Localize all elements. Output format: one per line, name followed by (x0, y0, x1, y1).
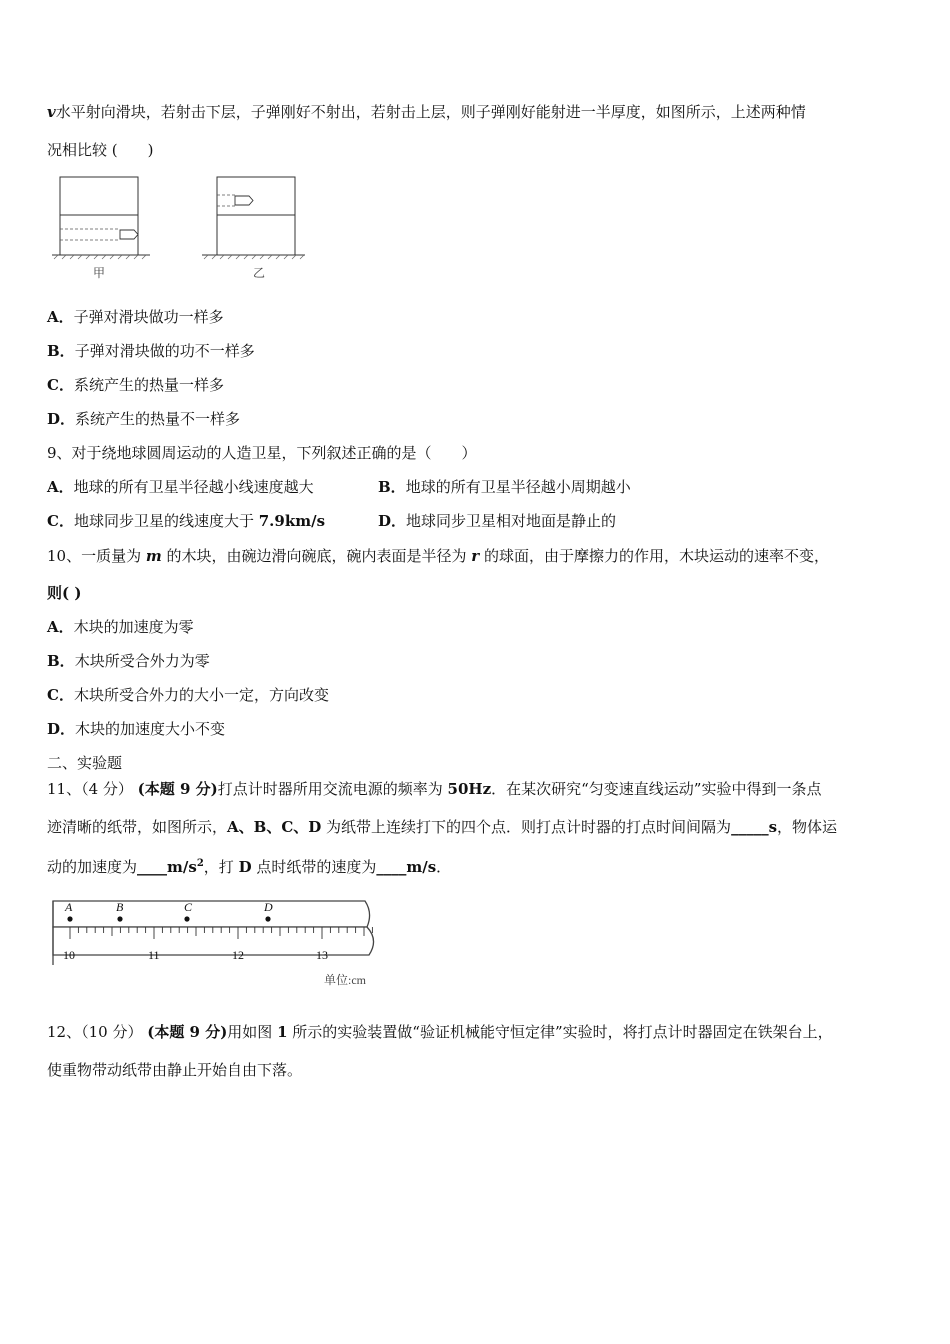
q11-text: 点时纸带的速度为 (251, 858, 377, 876)
radius-symbol: r (471, 547, 480, 565)
option-text: 木块的加速度大小不变 (75, 720, 226, 738)
q10-text-a: 10、一质量为 (47, 547, 146, 565)
q11-text: ，打 (203, 858, 239, 876)
q11-text: ，物体运 (777, 818, 838, 836)
q10-option-c (47, 685, 329, 705)
option-key: A． (47, 478, 74, 496)
q9-stem-text: 9、对于绕地球圆周运动的人造卫星，下列叙述正确的是（ ） (47, 444, 477, 462)
option-key: B． (47, 342, 75, 360)
option-text: 子弹对滑块做的功不一样多 (74, 342, 255, 360)
mass-symbol: m (145, 547, 162, 565)
q11-text: 动的加速度为 (47, 858, 138, 876)
option-key: B． (378, 478, 406, 496)
q11-text: 为纸带上连续打下的四个点．则打点计时器的打点时间间隔为 (321, 818, 732, 836)
q9-option-a (47, 477, 314, 497)
q9-option-b (378, 477, 631, 497)
q11-text: ．在某次研究“匀变速直线运动”实验中得到一条点 (491, 780, 822, 798)
option-text: 系统产生的热量不一样多 (75, 410, 241, 428)
intro-text-2: 况相比较 ( ) (47, 141, 154, 159)
option-key: C． (47, 686, 74, 704)
intro-line-2 (47, 140, 153, 160)
q8-option-c (47, 375, 224, 395)
q9-option-d (378, 511, 616, 531)
q12-score: (本题 9 分) (147, 1023, 228, 1041)
option-text: 木块所受合外力为零 (74, 652, 210, 670)
q12-text: 使重物带动纸带由静止开始自由下落。 (47, 1061, 303, 1079)
q9-option-c (47, 511, 325, 531)
q11-text: ． (436, 858, 452, 876)
q10-option-a (47, 617, 194, 637)
q10-text-2: 则( ) (47, 584, 82, 602)
q12-number: 12、（10 分） (47, 1023, 148, 1041)
q12-line-1 (47, 1022, 833, 1042)
option-text: 地球的所有卫星半径越小周期越小 (405, 478, 631, 496)
tape-dot-d (265, 916, 270, 921)
bullet-block-figure (50, 172, 310, 282)
ruler-unit: 单位:cm (324, 973, 366, 987)
option-key: B． (47, 652, 75, 670)
point-labels: A、B、C、D (227, 818, 322, 836)
q11-score: (本题 9 分) (137, 780, 218, 798)
q10-text-b: 的木块，由碗边滑向碗底，碗内表面是半径为 (161, 547, 472, 565)
option-key: C． (47, 512, 74, 530)
answer-blank: ____m/s (376, 858, 437, 876)
superscript: 2 (196, 858, 204, 869)
q12-text: 用如图 (227, 1023, 278, 1041)
answer-blank: _____s (731, 818, 778, 836)
point-label: D (238, 858, 252, 876)
intro-line-1 (47, 102, 806, 122)
figure-label-yi: 乙 (253, 266, 266, 280)
q10-stem-1 (47, 546, 829, 566)
frequency-value: 50Hz (447, 780, 492, 798)
section-title: 二、实验题 (47, 754, 123, 772)
option-text: 地球同步卫星相对地面是静止的 (406, 512, 617, 530)
tape-label-d: D (264, 900, 273, 914)
intro-text-1: 水平射向滑块，若射击下层，子弹刚好不射出，若射击上层，则子弹刚好能射进一半厚度，如图所示，上述两种情 (55, 103, 806, 121)
option-key: A． (47, 618, 74, 636)
figure-label-jia: 甲 (93, 266, 106, 280)
q9-stem (47, 443, 477, 463)
q11-text: 迹清晰的纸带，如图所示， (47, 818, 228, 836)
q11-line-2 (47, 817, 837, 837)
q10-text-c: 的球面，由于摩擦力的作用，木块运动的速率不变， (479, 547, 829, 565)
option-text: 地球的所有卫星半径越小线速度越大 (73, 478, 314, 496)
ruler-tick-13: 13 (316, 948, 328, 962)
ruler-tick-11: 11 (148, 948, 160, 962)
q8-option-d (47, 409, 240, 429)
q8-option-a (47, 307, 224, 327)
ruler-tick-10: 10 (63, 948, 75, 962)
q10-stem-2 (47, 583, 81, 603)
option-text: 木块的加速度为零 (73, 618, 194, 636)
velocity-symbol: v (47, 103, 56, 121)
tape-dot-b (117, 916, 122, 921)
option-key: D． (47, 410, 76, 428)
option-key: A． (47, 308, 74, 326)
tape-dot-a (67, 916, 72, 921)
section-heading (47, 753, 122, 773)
tape-label-c: C (184, 900, 193, 914)
option-text: 子弹对滑块做功一样多 (73, 308, 224, 326)
option-key: C． (47, 376, 74, 394)
q10-option-b (47, 651, 210, 671)
q8-option-b (47, 341, 255, 361)
q11-line-1 (47, 779, 821, 799)
q11-line-3 (47, 854, 451, 877)
option-key: D． (47, 720, 76, 738)
option-text: 系统产生的热量一样多 (73, 376, 224, 394)
option-key: D． (378, 512, 407, 530)
tape-label-b: B (116, 900, 124, 914)
option-text: 地球同步卫星的线速度大于 (73, 512, 259, 530)
tape-label-a: A (65, 900, 73, 914)
q12-text: 所示的实验装置做“验证机械能守恒定律”实验时，将打点计时器固定在铁架台上， (287, 1023, 833, 1041)
tape-dot-c (184, 916, 189, 921)
speed-value: 7.9km/s (258, 512, 326, 530)
figure-number: 1 (277, 1023, 288, 1041)
option-text: 木块所受合外力的大小一定，方向改变 (73, 686, 329, 704)
q12-line-2 (47, 1060, 302, 1080)
q10-option-d (47, 719, 225, 739)
q11-number: 11、（4 分） (47, 780, 138, 798)
ruler-tick-12: 12 (232, 948, 244, 962)
q11-text: 打点计时器所用交流电源的频率为 (217, 780, 448, 798)
answer-blank: ____m/s (137, 858, 197, 876)
